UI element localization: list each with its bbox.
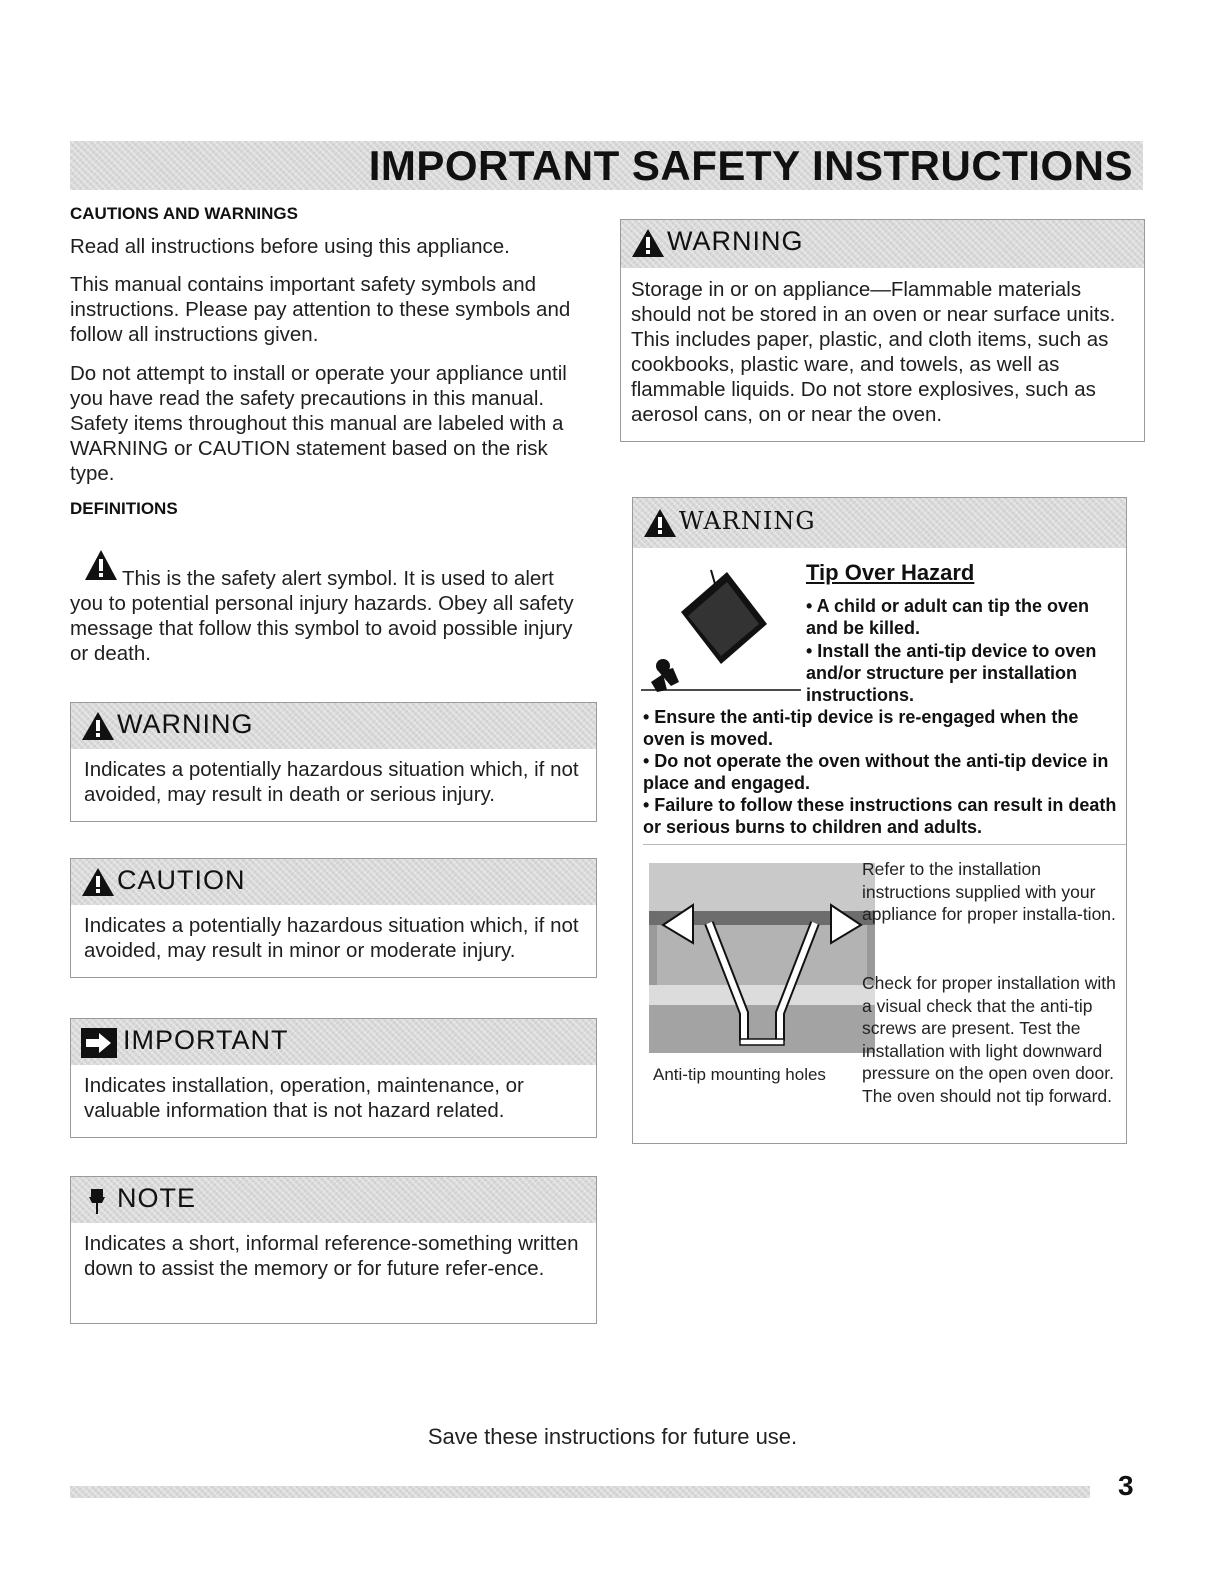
note-definition-label: NOTE <box>117 1183 197 1213</box>
note-definition-box <box>70 1176 597 1324</box>
page-number: 3 <box>1118 1470 1134 1501</box>
intro-paragraph-3: Do not attempt to install or operate your appliance until you have read the safety precautions in this manual. Safety items throughout this manual are labeled with a WARNING or CAUTION statement based on the risk type. <box>70 362 567 485</box>
tip-divider <box>643 844 1126 845</box>
caution-definition-label: CAUTION <box>117 865 246 895</box>
caution-definition-header <box>71 859 596 905</box>
warning-definition-text: Indicates a potentially hazardous situation which, if not avoided, may result in death or serious injury. <box>84 758 579 806</box>
tip-over-warning-header <box>633 498 1126 548</box>
warning-triangle-icon <box>643 508 677 538</box>
tip-over-warning-box <box>632 497 1127 1144</box>
tip-bullet-2: • Install the anti-tip device to oven and/or structure per installation instructions. <box>806 641 1097 705</box>
anti-tip-caption: Anti-tip mounting holes <box>653 1065 826 1084</box>
note-pin-icon <box>87 1187 109 1215</box>
storage-warning-box <box>620 219 1145 442</box>
definitions-heading: DEFINITIONS <box>70 499 178 518</box>
note-definition-header <box>71 1177 596 1223</box>
warning-definition-label: WARNING <box>117 709 254 739</box>
tip-over-warning-label: WARNING <box>679 507 816 535</box>
warning-definition-header <box>71 703 596 749</box>
important-arrow-icon <box>81 1028 117 1058</box>
title-bar <box>70 141 1143 190</box>
warning-triangle-icon <box>81 711 115 741</box>
save-instructions-text: Save these instructions for future use. <box>427 1424 798 1449</box>
note-definition-text: Indicates a short, informal reference-something written down to assist the memory or for future refer-ence. <box>84 1232 579 1280</box>
installation-check-note: Check for proper installation with a visual check that the anti-tip screws are present. Test the installation with light downward pressure on the open oven door. The oven should not tip forward. <box>862 973 1116 1106</box>
installation-reference-note: Refer to the installation instructions supplied with your appliance for proper installa-tion. <box>862 859 1116 924</box>
storage-warning-header <box>621 220 1144 268</box>
tip-bullet-4: • Do not operate the oven without the anti-tip device in place and engaged. <box>643 751 1109 793</box>
tip-bullet-5: • Failure to follow these instructions can result in death or serious burns to children and adults. <box>643 795 1117 837</box>
important-definition-text: Indicates installation, operation, maintenance, or valuable information that is not hazard related. <box>84 1074 524 1122</box>
page-title: IMPORTANT SAFETY INSTRUCTIONS <box>368 142 1133 189</box>
warning-definition-box <box>70 702 597 822</box>
tip-over-hazard-title: Tip Over Hazard <box>806 560 975 585</box>
storage-warning-label: WARNING <box>667 226 804 256</box>
important-definition-box <box>70 1018 597 1138</box>
intro-paragraph-1: Read all instructions before using this appliance. <box>70 235 510 258</box>
tip-bullet-3: • Ensure the anti-tip device is re-engaged when the oven is moved. <box>643 707 1079 749</box>
tip-over-illustration-icon <box>641 564 801 694</box>
intro-paragraph-2: This manual contains important safety symbols and instructions. Please pay attention to these symbols and follow all instructions given. <box>70 273 571 346</box>
caution-definition-text: Indicates a potentially hazardous situation which, if not avoided, may result in minor or moderate injury. <box>84 914 579 962</box>
warning-triangle-icon <box>631 228 665 258</box>
important-definition-label: IMPORTANT <box>123 1025 289 1055</box>
cautions-heading: CAUTIONS AND WARNINGS <box>70 204 298 223</box>
caution-triangle-icon <box>81 867 115 897</box>
caution-definition-box <box>70 858 597 978</box>
tip-bullet-1: • A child or adult can tip the oven and be killed. <box>806 596 1089 638</box>
safety-alert-description: This is the safety alert symbol. It is used to alert you to potential personal injury hazards. Obey all safety message that follow this symbol to avoid possible injury or death. <box>70 567 574 665</box>
anti-tip-photo <box>649 863 875 1053</box>
storage-warning-text: Storage in or on appliance—Flammable materials should not be stored in an oven or near surface units. This includes paper, plastic, and cloth items, such as cookbooks, plastic ware, and towels, as well as flammable liquids. Do not store explosives, such as aerosol cans, on or near the oven. <box>631 278 1116 426</box>
important-definition-header <box>71 1019 596 1065</box>
footer-bar <box>70 1486 1090 1498</box>
